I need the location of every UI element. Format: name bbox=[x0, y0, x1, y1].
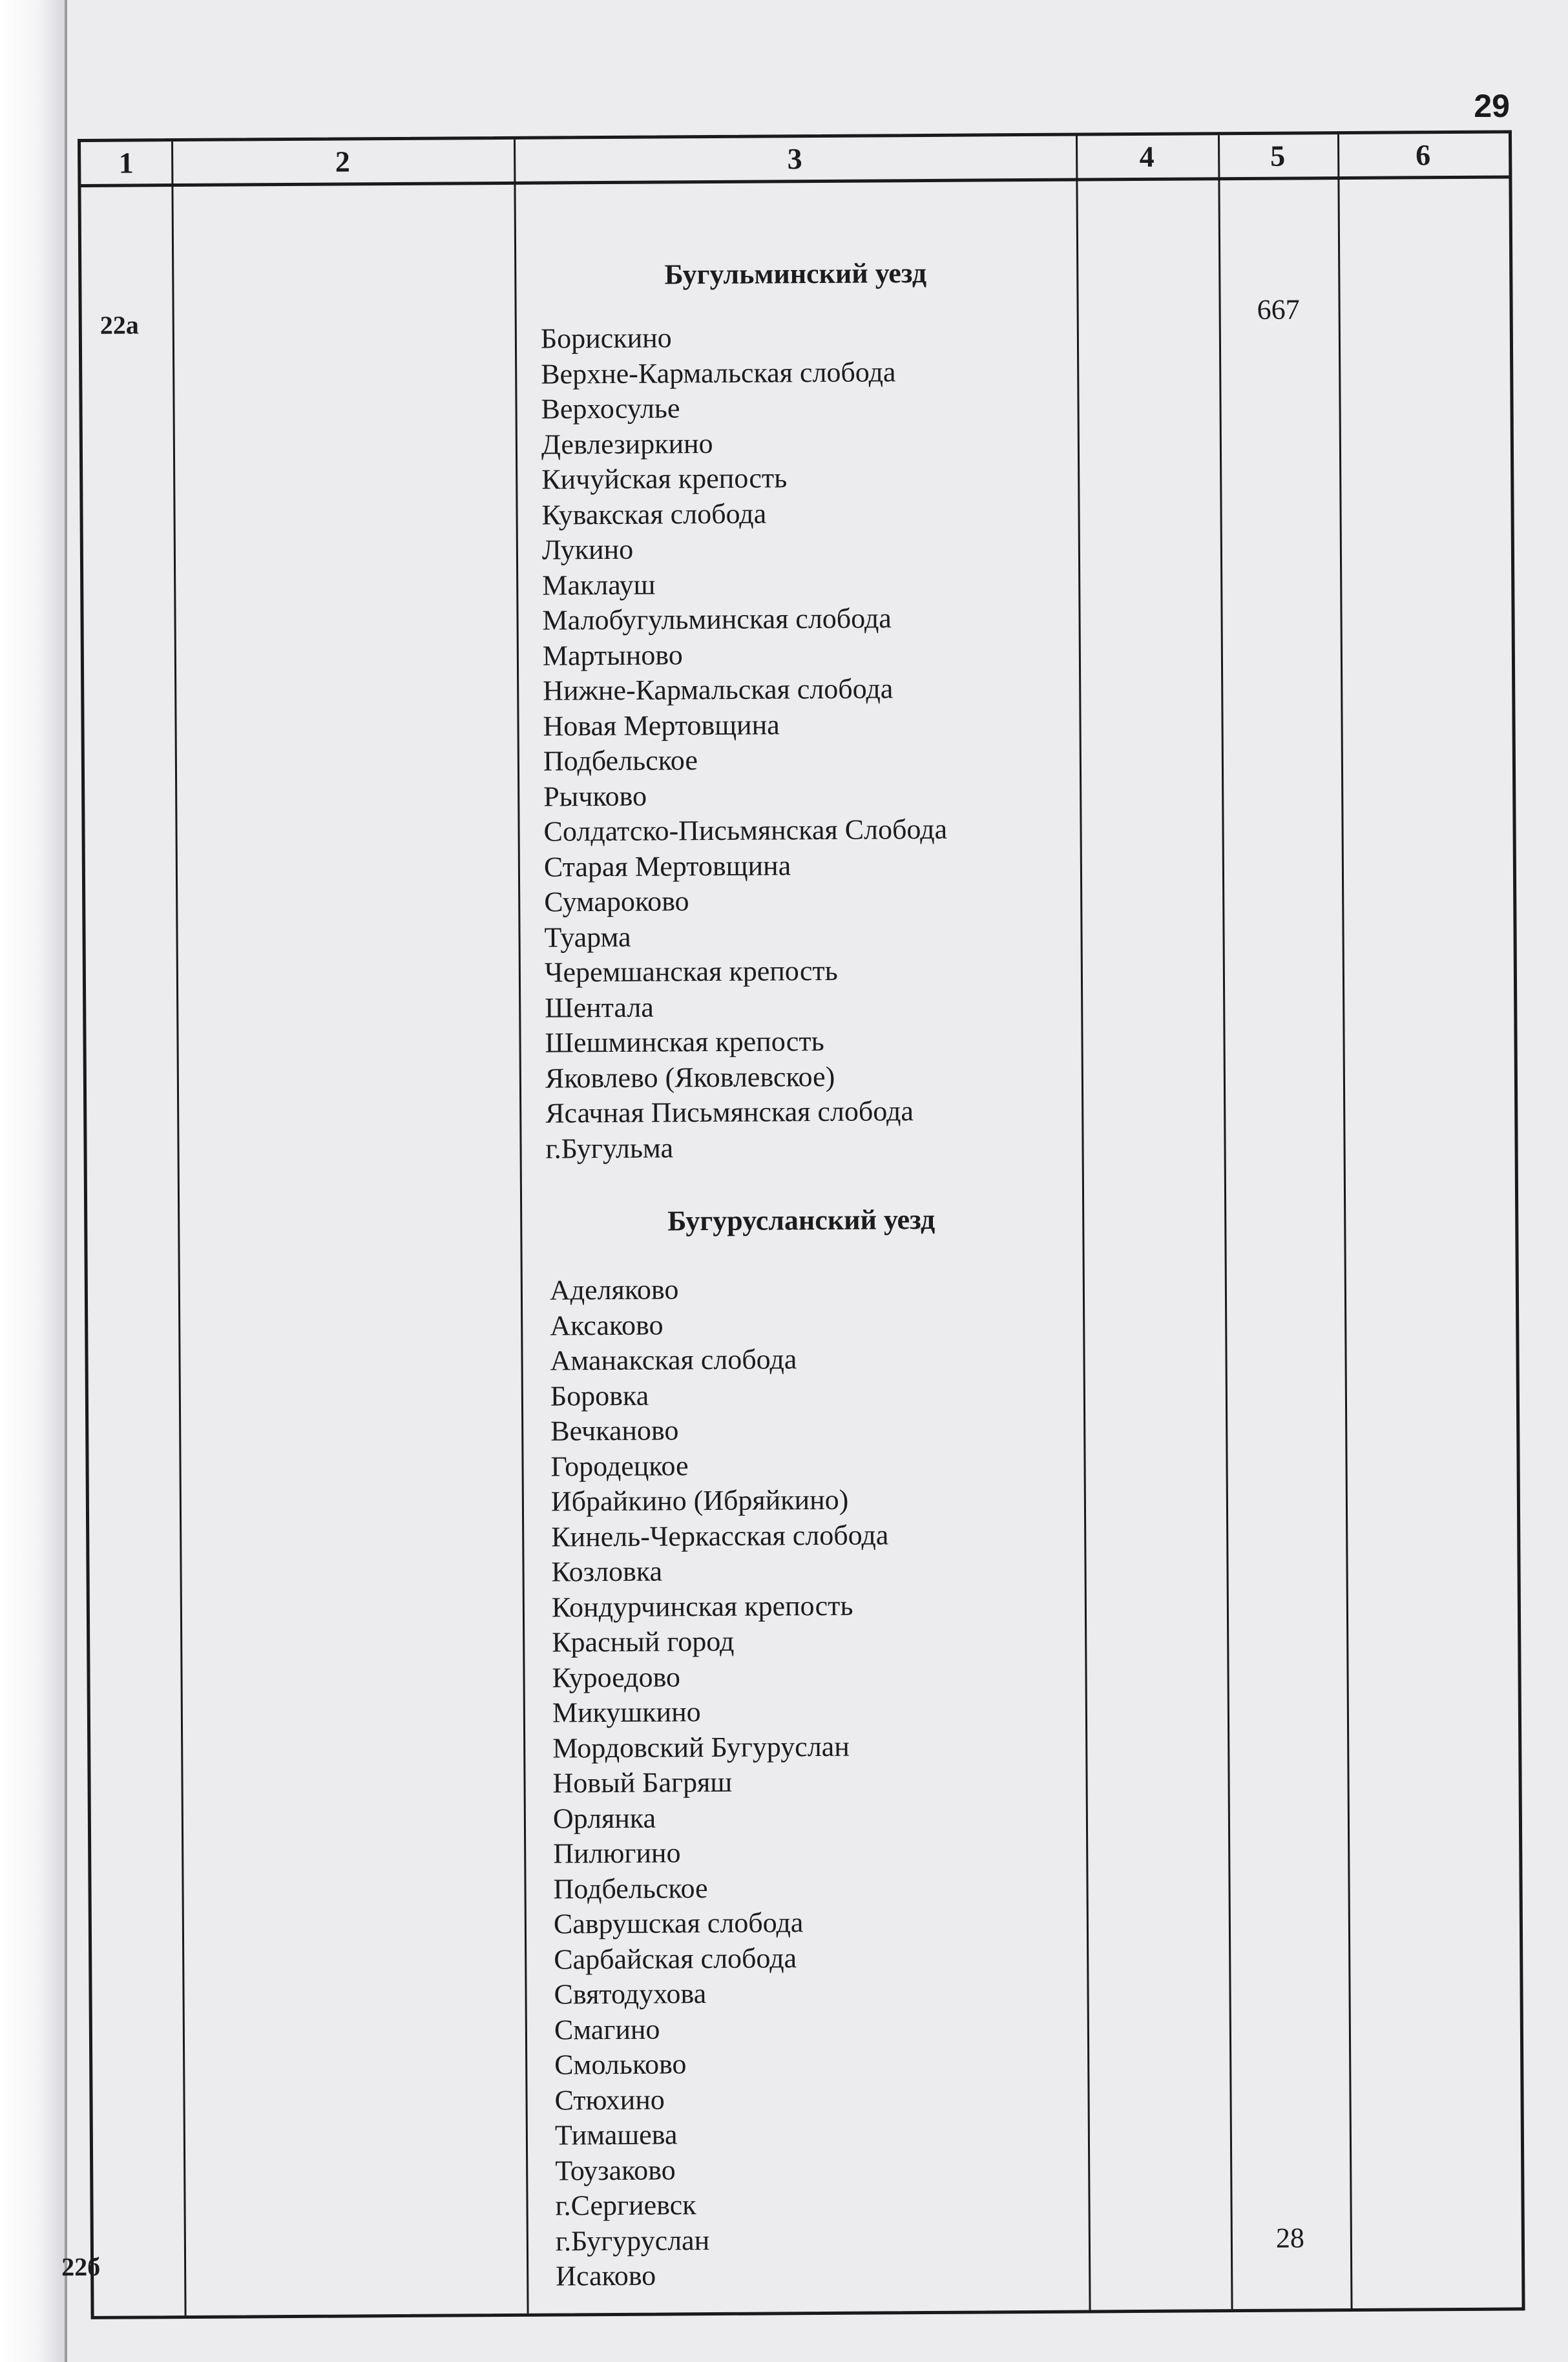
list-item: Верхне-Кармальская слобода bbox=[541, 355, 896, 390]
column5-value: 28 bbox=[1275, 2222, 1305, 2254]
list-item: Орлянка bbox=[552, 1802, 656, 1835]
table-header bbox=[81, 133, 1509, 187]
place-list bbox=[541, 319, 949, 1167]
list-item: г.Бугульма bbox=[545, 1131, 674, 1165]
column-header-1: 1 bbox=[118, 146, 134, 180]
list-item: Кинель-Черкасская слобода bbox=[551, 1518, 889, 1553]
list-item: Красный город bbox=[552, 1625, 735, 1658]
registry-table bbox=[61, 130, 1525, 2319]
list-item: Мартыново bbox=[542, 638, 683, 672]
list-item: Маклауш bbox=[542, 569, 656, 601]
list-item: Ибрайкино (Ибряйкино) bbox=[550, 1483, 849, 1518]
list-item: Сарбайская слобода bbox=[554, 1941, 797, 1976]
list-item: Исаково bbox=[556, 2259, 656, 2292]
table-body bbox=[61, 178, 1521, 2315]
list-item: Ясачная Письмянская слобода bbox=[545, 1095, 914, 1129]
column-header-4: 4 bbox=[1139, 140, 1155, 173]
list-item: Куроедово bbox=[552, 1660, 681, 1694]
list-item: Подбельское bbox=[543, 744, 698, 777]
list-item: Кичуйская крепость bbox=[541, 462, 788, 496]
list-item: Тоузаково bbox=[555, 2153, 676, 2187]
list-item: Нижне-Кармальская слобода bbox=[543, 673, 894, 707]
list-item: Шешминская крепость bbox=[545, 1025, 824, 1059]
list-item: Боровка bbox=[550, 1379, 649, 1412]
list-item: Рычково bbox=[543, 780, 647, 813]
list-item: Верхосулье bbox=[541, 392, 680, 425]
list-item: Кондурчинская крепость bbox=[551, 1589, 853, 1624]
list-item: Старая Мертовщина bbox=[543, 849, 791, 883]
section-title: Бугурусланский уезд bbox=[667, 1203, 936, 1237]
list-item: Борискино bbox=[540, 322, 672, 355]
list-item: Яковлево (Яковлевское) bbox=[545, 1060, 835, 1094]
page-binding-edge bbox=[0, 0, 67, 2362]
column5-value: 667 bbox=[1257, 293, 1300, 326]
list-item: Кувакская слобода bbox=[541, 497, 767, 531]
list-item: Смольково bbox=[554, 2048, 687, 2081]
place-list bbox=[556, 2259, 656, 2294]
list-item: Городецкое bbox=[550, 1449, 689, 1483]
list-item: Микушкино bbox=[552, 1696, 701, 1729]
list-item: Мордовский Бугуруслан bbox=[552, 1730, 850, 1764]
list-item: Смагино bbox=[554, 2013, 660, 2046]
column-header-2: 2 bbox=[335, 145, 350, 178]
list-item: Тимашева bbox=[554, 2118, 678, 2151]
place-list bbox=[550, 1271, 893, 2259]
list-item: Пилюгино bbox=[553, 1837, 681, 1870]
list-item: Черемшанская крепость bbox=[544, 954, 838, 988]
list-item: Козловка bbox=[551, 1555, 663, 1588]
list-item: Шентала bbox=[545, 991, 654, 1024]
list-item: Туарма bbox=[544, 921, 631, 954]
list-item: Лукино bbox=[541, 533, 634, 566]
list-item: г.Сергиевск bbox=[555, 2189, 696, 2222]
list-item: Девлезиркино bbox=[541, 427, 713, 461]
column-header-5: 5 bbox=[1270, 139, 1286, 172]
list-item: Малобугульминская слобода bbox=[542, 602, 892, 636]
list-item: Солдатско-Письмянская Слобода bbox=[543, 813, 948, 848]
list-item: Святодухова bbox=[554, 1978, 707, 2011]
list-item: Новый Багряш bbox=[552, 1766, 733, 1799]
column-header-3: 3 bbox=[787, 142, 802, 176]
list-item: Аксаково bbox=[550, 1308, 664, 1342]
list-item: Вечканово bbox=[550, 1414, 679, 1447]
page-number: 29 bbox=[1474, 88, 1510, 124]
list-item: Аманакская слобода bbox=[550, 1343, 797, 1377]
column-header-6: 6 bbox=[1416, 138, 1431, 172]
row-number: 22а bbox=[99, 310, 139, 340]
section-title: Бугульминский уезд bbox=[664, 256, 927, 291]
list-item: Саврушская слобода bbox=[553, 1907, 804, 1940]
list-item: Стюхино bbox=[554, 2084, 665, 2116]
list-item: г.Бугуруслан bbox=[555, 2224, 710, 2257]
list-item: Новая Мертовщина bbox=[543, 708, 780, 742]
list-item: Подбельское bbox=[553, 1872, 708, 1905]
list-item: Аделяково bbox=[549, 1273, 679, 1306]
list-item: Сумароково bbox=[544, 885, 689, 918]
row-number: 22б bbox=[61, 2252, 101, 2282]
